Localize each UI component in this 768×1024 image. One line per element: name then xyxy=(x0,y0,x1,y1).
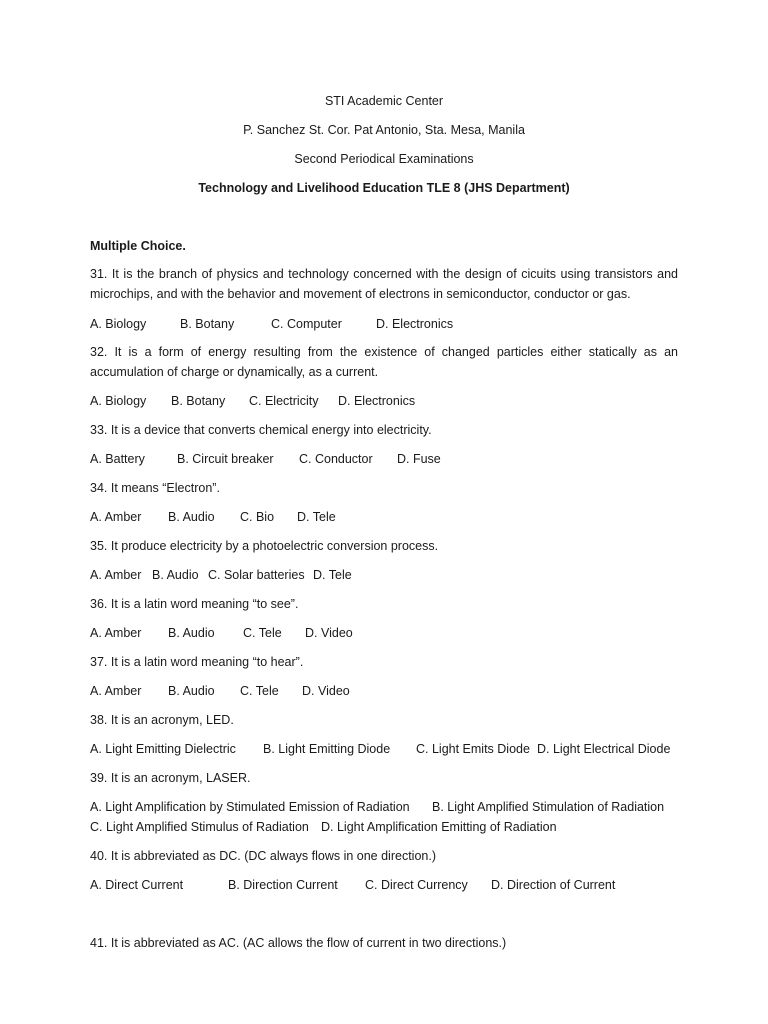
option-33-c: C. Conductor xyxy=(299,452,373,466)
option-31-c: C. Computer xyxy=(271,317,342,331)
option-39-d: D. Light Amplification Emitting of Radiation xyxy=(321,820,557,834)
option-40-b: B. Direction Current xyxy=(228,878,338,892)
option-40-c: C. Direct Currency xyxy=(365,878,468,892)
option-35-d: D. Tele xyxy=(313,568,352,582)
option-31-b: B. Botany xyxy=(180,317,235,331)
option-37-c: C. Tele xyxy=(240,684,279,698)
option-38-a: A. Light Emitting Dielectric xyxy=(90,742,236,756)
option-38-d: D. Light Electrical Diode xyxy=(537,742,671,756)
question-32: 32. It is a form of energy resulting from the existence of changed particles either statically as an accumulation of charge or dynamically, as a current. xyxy=(90,345,678,379)
option-32-b: B. Botany xyxy=(171,394,226,408)
option-34-b: B. Audio xyxy=(168,510,215,524)
option-39-c: C. Light Amplified Stimulus of Radiation xyxy=(90,820,309,834)
option-31-a: A. Biology xyxy=(90,317,147,331)
option-32-a: A. Biology xyxy=(90,394,147,408)
school-name: STI Academic Center xyxy=(324,94,444,108)
question-35: 35. It produce electricity by a photoelectric conversion process. xyxy=(90,539,439,553)
option-33-d: D. Fuse xyxy=(397,452,441,466)
subject-title: Technology and Livelihood Education TLE 8 (JHS Department) xyxy=(198,181,570,195)
option-34-d: D. Tele xyxy=(297,510,336,524)
school-address: P. Sanchez St. Cor. Pat Antonio, Sta. Mesa, Manila xyxy=(243,123,525,137)
option-31-d: D. Electronics xyxy=(376,317,454,331)
option-35-c: C. Solar batteries xyxy=(208,568,305,582)
option-32-d: D. Electronics xyxy=(338,394,416,408)
question-36: 36. It is a latin word meaning “to see”. xyxy=(90,597,299,611)
option-36-d: D. Video xyxy=(305,626,353,640)
question-38: 38. It is an acronym, LED. xyxy=(90,713,234,727)
option-40-a: A. Direct Current xyxy=(90,878,184,892)
option-34-c: C. Bio xyxy=(240,510,275,524)
option-39-a: A. Light Amplification by Stimulated Emission of Radiation xyxy=(90,800,410,814)
option-32-c: C. Electricity xyxy=(249,394,319,408)
option-36-c: C. Tele xyxy=(243,626,282,640)
option-37-a: A. Amber xyxy=(90,684,142,698)
option-38-c: C. Light Emits Diode xyxy=(416,742,530,756)
option-38-b: B. Light Emitting Diode xyxy=(263,742,391,756)
option-35-a: A. Amber xyxy=(90,568,142,582)
question-34: 34. It means “Electron”. xyxy=(90,481,220,495)
option-37-b: B. Audio xyxy=(168,684,215,698)
option-36-b: B. Audio xyxy=(168,626,215,640)
option-33-b: B. Circuit breaker xyxy=(177,452,274,466)
question-31: 31. It is the branch of physics and technology concerned with the design of cicuits using transistors and microchips, and with the behavior and movement of electrons in semiconductor, conductor or gas. xyxy=(90,267,678,301)
option-39-b: B. Light Amplified Stimulation of Radiation xyxy=(432,800,665,814)
option-33-a: A. Battery xyxy=(90,452,145,466)
option-34-a: A. Amber xyxy=(90,510,142,524)
question-41: 41. It is abbreviated as AC. (AC allows the flow of current in two directions.) xyxy=(90,936,507,950)
question-40: 40. It is abbreviated as DC. (DC always flows in one direction.) xyxy=(90,849,436,863)
option-40-d: D. Direction of Current xyxy=(491,878,616,892)
option-35-b: B. Audio xyxy=(152,568,199,582)
option-36-a: A. Amber xyxy=(90,626,142,640)
exam-title: Second Periodical Examinations xyxy=(294,152,474,166)
question-39: 39. It is an acronym, LASER. xyxy=(90,771,251,785)
option-37-d: D. Video xyxy=(302,684,350,698)
question-33: 33. It is a device that converts chemical energy into electricity. xyxy=(90,423,432,437)
section-title: Multiple Choice. xyxy=(90,239,186,253)
question-37: 37. It is a latin word meaning “to hear”. xyxy=(90,655,304,669)
